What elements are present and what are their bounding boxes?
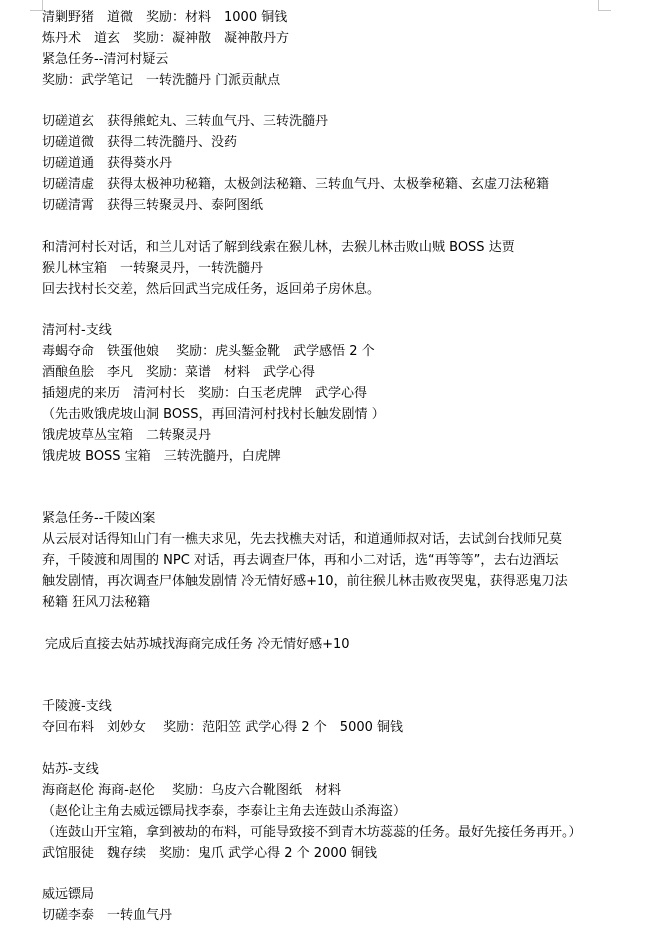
text-line: 插翅虎的来历 清河村长 奖励：白玉老虎牌 武学心得 (42, 386, 368, 402)
text-line: 毒蝎夺命 铁蛋他娘 奖励：虎头錾金靴 武学感悟 2 个 (42, 344, 375, 360)
blank-line (42, 739, 642, 760)
text-line: 完成后直接去姑苏城找海商完成任务 冷无情好感+10 (45, 636, 350, 652)
text-line: 猴儿林宝箱 一转聚灵丹，一转洗髓丹 (42, 260, 264, 276)
text-line: 切磋道通 获得葵水丹 (42, 156, 173, 172)
text-line: （先击败饿虎坡山洞 BOSS，再回清河村找村长触发剧情 ） (42, 406, 385, 422)
text-line: 奖励：武学笔记 一转洗髓丹 门派贡献点 (42, 72, 281, 88)
text-line: 饿虎坡 BOSS 宝箱 三转洗髓丹，白虎牌 (42, 448, 281, 464)
blank-line (42, 92, 642, 113)
text-line: 从云辰对话得知山门有一樵夫求见，先去找樵夫对话，和道通师叔对话，去试剑台找师兄莫 (42, 532, 563, 548)
text-line: 弃，千陵渡和周围的 NPC 对话，再去调查尸体，再和小二对话，选“再等等”，去右边酒坛 (42, 553, 559, 569)
blank-line (42, 488, 642, 509)
text-line: 酒酿鱼脍 李凡 奖励：菜谱 材料 武学心得 (42, 365, 316, 381)
text-line: 切磋李泰 一转血气丹 (42, 908, 173, 924)
blank-line (42, 614, 642, 635)
section-heading: 威远镖局 (42, 887, 95, 903)
blank-line (42, 656, 642, 677)
document-body (42, 8, 642, 927)
blank-line (42, 217, 642, 238)
text-line: 回去找村长交差，然后回武当完成任务，返回弟子房休息。 (42, 281, 381, 297)
text-line: 炼丹术 道玄 奖励：凝神散 凝神散丹方 (42, 30, 290, 46)
text-line: 夺回布料 刘妙女 奖励：范阳笠 武学心得 2 个 5000 铜钱 (42, 720, 404, 736)
text-line: 秘籍 狂风刀法秘籍 (42, 594, 151, 610)
text-line: （连鼓山开宝箱，拿到被劫的布料，可能导致接不到青木坊蕊蕊的任务。最好先接任务再开。） (42, 824, 582, 840)
text-line: （赵伦让主角去威远镖局找李泰，李泰让主角去连鼓山杀海盗） (42, 803, 407, 819)
blank-line (42, 865, 642, 886)
text-line: 切磋道玄 获得熊蛇丸、三转血气丹、三转洗髓丹 (42, 114, 329, 130)
text-line: 切磋道微 获得二转洗髓丹、没药 (42, 135, 238, 151)
text-line: 和清河村长对话，和兰儿对话了解到线索在猴儿林，去猴儿林击败山贼 BOSS 达贾 (42, 239, 515, 255)
section-heading: 姑苏-支线 (42, 762, 99, 778)
section-heading: 紧急任务--千陵凶案 (42, 511, 156, 527)
text-line: 触发剧情，再次调查尸体触发剧情 冷无情好感+10，前往猴儿林击败夜哭鬼，获得恶鬼刀法 (42, 574, 568, 590)
blank-line (42, 677, 642, 698)
text-line: 饿虎坡草丛宝箱 二转聚灵丹 (42, 427, 212, 443)
blank-line (42, 300, 642, 321)
section-heading: 清河村-支线 (42, 323, 112, 339)
text-line: 武馆服徒 魏存续 奖励：鬼爪 武学心得 2 个 2000 铜钱 (42, 845, 378, 861)
text-line: 切磋清霄 获得三转聚灵丹、泰阿图纸 (42, 198, 264, 214)
text-line: 清剿野猪 道微 奖励：材料 1000 铜钱 (42, 10, 288, 25)
section-heading: 紧急任务--清河村疑云 (42, 51, 169, 67)
text-line: 切磋清虚 获得太极神功秘籍，太极剑法秘籍、三转血气丹、太极拳秘籍、玄虚刀法秘籍 (42, 177, 550, 193)
section-heading: 千陵渡-支线 (42, 699, 112, 715)
text-line: 海商赵伦 海商-赵伦 奖励：乌皮六合靴图纸 材料 (42, 782, 341, 798)
blank-line (42, 468, 642, 489)
